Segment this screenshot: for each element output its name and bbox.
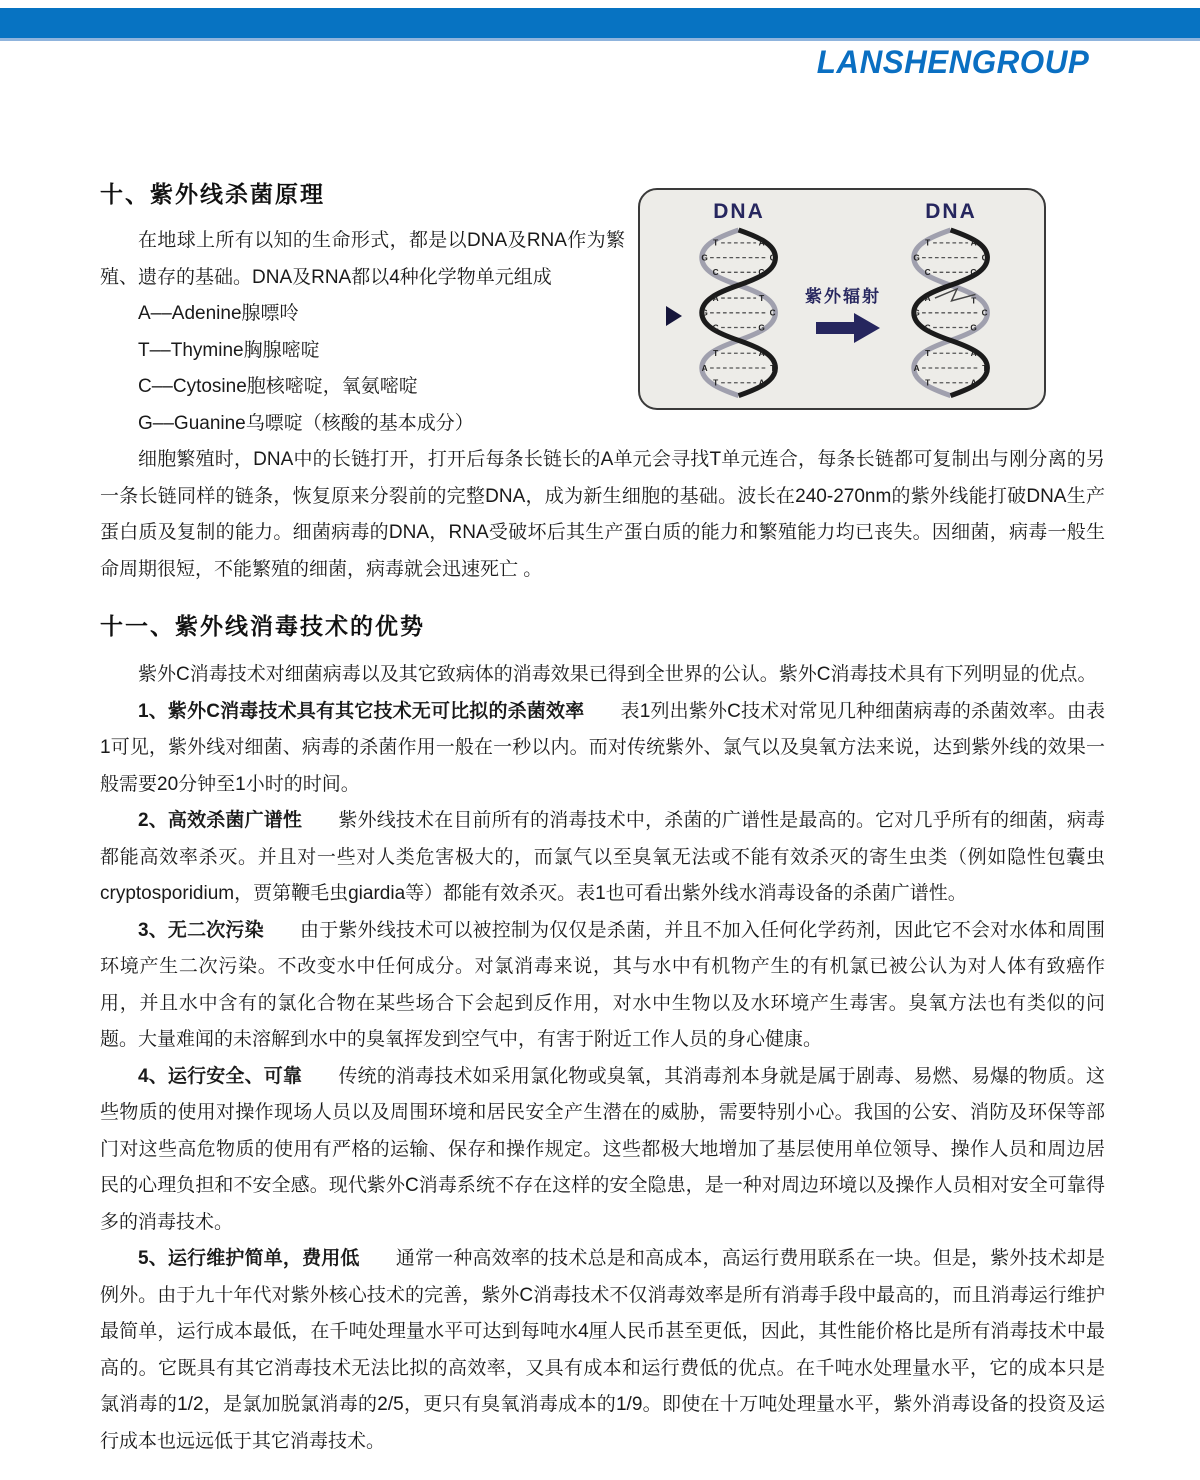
- dna-label-right: DNA: [925, 200, 977, 223]
- advantage-point-1: [100, 694, 1105, 804]
- point-text: 传统的消毒技术如采用氯化物或臭氧，其消毒剂本身就是属于剧毒、易燃、易爆的物质。这些物质的使用对操作现场人员以及周围环境和居民安全产生潜在的威胁，需要特别小心。我国的公安、消防及环保等部门对这些高危物质的使用有严格的运输、保存和操作规定。这些都极大地增加了基层使用单位领导、操作人员和周边居民的心理负担和不安全感。现代紫外C消毒系统不存在这样的安全隐患，是一种对周边环境以及操作人员相对安全可靠得多的消毒技术。: [100, 1065, 1105, 1233]
- svg-text:C: C: [981, 308, 988, 318]
- dna-list-item-cytosine: C––Cytosine胞核嘧啶，氧氨嘧啶: [138, 376, 418, 397]
- svg-text:A: A: [924, 293, 931, 303]
- svg-text:T: T: [713, 349, 719, 359]
- header-bar: [0, 8, 1200, 41]
- svg-text:G: G: [970, 323, 977, 333]
- point-text: 通常一种高效率的技术总是和高成本，高运行费用联系在一块。但是，紫外技术却是例外。由于九十年代对紫外核心技术的完善，紫外C消毒技术不仅消毒效率是所有消毒手段中最高的，而且消毒运行维护最简单，运行成本最低，在千吨处理量水平可达到每吨水4厘人民币甚至更低，因此，其性能价格比是所有消毒技术中最高的。它既具有其它消毒技术无法比拟的高效率，又具有成本和运行费低的优点。在千吨水处理量水平，它的成本只是氯消毒的1/2，是氯加脱氯消毒的2/5，更只有臭氧消毒成本的1/9。即使在十万吨处理量水平，紫外消毒设备的投资及运行成本也远远低于其它消毒技术。: [100, 1248, 1105, 1452]
- svg-text:A: A: [970, 349, 977, 359]
- advantage-point-3: [100, 913, 1105, 1059]
- svg-text:A: A: [701, 363, 708, 373]
- svg-text:A: A: [758, 349, 765, 359]
- svg-text:T: T: [925, 378, 931, 388]
- svg-text:C: C: [769, 253, 776, 263]
- point-lead: 2、高效杀菌广谱性: [138, 810, 303, 831]
- section10-intro: 在地球上所有以知的生命形式，都是以DNA及RNA作为繁殖、遗存的基础。DNA及RNA都以4种化学物单元组成: [100, 230, 625, 288]
- svg-text:A: A: [913, 363, 920, 373]
- point-lead: 1、紫外C消毒技术具有其它技术无可比拟的杀菌效率: [138, 700, 585, 722]
- dna-list-item-adenine: A––Adenine腺嘌呤: [138, 303, 299, 324]
- svg-text:C: C: [769, 308, 776, 318]
- svg-text:C: C: [924, 323, 931, 333]
- section10-body: 细胞繁殖时，DNA中的长链打开，打开后每条长链长的A单元会寻找T单元连合，每条长链都可复制出与刚分离的另一条长链同样的链条，恢复原来分裂前的完整DNA，成为新生细胞的基础。波长在240-270nm的紫外线能打破DNA生产蛋白质及复制的能力。细菌病毒的DNA，RNA受破坏后其生产蛋白质的能力和繁殖能力均已丧失。因细菌，病毒一般生命周期很短，不能繁殖的细菌，病毒就会迅速死亡 。: [100, 449, 1105, 580]
- svg-text:G: G: [913, 253, 920, 263]
- svg-text:T: T: [982, 363, 988, 373]
- section11-heading: 十一、紫外线消毒技术的优势: [100, 613, 425, 639]
- svg-text:A: A: [758, 378, 765, 388]
- point-text: 表1列出紫外C技术对常见几种细菌病毒的杀菌效率。由表1可见，紫外线对细菌、病毒的杀菌作用一般在一秒以内。而对传统紫外、氯气以及臭氧方法来说，达到紫外线的效果一般需要20分钟至1小时的时间。: [100, 700, 1105, 795]
- svg-text:C: C: [981, 253, 988, 263]
- svg-text:G: G: [701, 308, 708, 318]
- svg-text:G: G: [913, 308, 920, 318]
- svg-text:A: A: [970, 378, 977, 388]
- svg-text:G: G: [970, 268, 977, 278]
- svg-text:A: A: [758, 238, 765, 248]
- point-lead: 5、运行维护简单，费用低: [138, 1248, 360, 1269]
- dna-list-item-guanine: G––Guanine乌嘌啶（核酸的基本成分）: [138, 412, 474, 434]
- dna-list-item-thymine: T––Thymine胸腺嘧啶: [138, 339, 320, 361]
- point-text: 由于紫外线技术可以被控制为仅仅是杀菌，并且不加入任何化学药剂，因此它不会对水体和周围环境产生二次污染。不改变水中任何成分。对氯消毒来说，其与水中有机物产生的有机氯已被公认为对人体有致癌作用，并且水中含有的氯化合物在某些场合下会起到反作用，对水中生物以及水环境产生毒害。臭氧方法也有类似的问题。大量难闻的未溶解到水中的臭氧挥发到空气中，有害于附近工作人员的身心健康。: [100, 919, 1105, 1050]
- point-lead: 3、无二次污染: [138, 919, 264, 941]
- svg-text:A: A: [712, 293, 719, 303]
- advantage-point-5: [100, 1241, 1105, 1460]
- uv-radiation-label: 紫外辐射: [805, 287, 881, 306]
- point-lead: 4、运行安全、可靠: [138, 1065, 303, 1087]
- document-content: [100, 176, 1105, 1460]
- advantage-point-4: [100, 1059, 1105, 1242]
- brand-logo: LANSHENGROUP: [816, 44, 1090, 80]
- svg-text:A: A: [970, 238, 977, 248]
- point-text: 紫外线技术在目前所有的消毒技术中，杀菌的广谱性是最高的。它对几乎所有的细菌，病毒都能高效率杀灭。并且对一些对人类危害极大的，而氯气以至臭氧无法或不能有效杀灭的寄生虫类（例如隐性包囊虫 cryptosporidium，贾第鞭毛虫giardia等）都能有效杀灭。表1也可看出紫外线水消毒设备的杀菌广谱性。: [100, 810, 1105, 904]
- svg-text:C: C: [924, 268, 931, 278]
- svg-text:T: T: [713, 238, 719, 248]
- section10-heading: 十、紫外线杀菌原理: [100, 181, 325, 207]
- svg-text:C: C: [712, 323, 719, 333]
- advantage-point-2: [100, 803, 1105, 913]
- svg-text:T: T: [925, 349, 931, 359]
- dna-label-left: DNA: [713, 200, 765, 223]
- svg-text:G: G: [758, 323, 765, 333]
- svg-text:G: G: [758, 268, 765, 278]
- svg-text:T: T: [713, 378, 719, 388]
- svg-text:C: C: [712, 268, 719, 278]
- svg-text:T: T: [759, 293, 765, 303]
- section11-intro: 紫外C消毒技术对细菌病毒以及其它致病体的消毒效果已得到全世界的公认。紫外C消毒技术具有下列明显的优点。: [138, 664, 1097, 685]
- svg-text:T: T: [925, 238, 931, 248]
- svg-text:T: T: [971, 296, 977, 306]
- svg-text:G: G: [701, 253, 708, 263]
- svg-text:T: T: [770, 363, 776, 373]
